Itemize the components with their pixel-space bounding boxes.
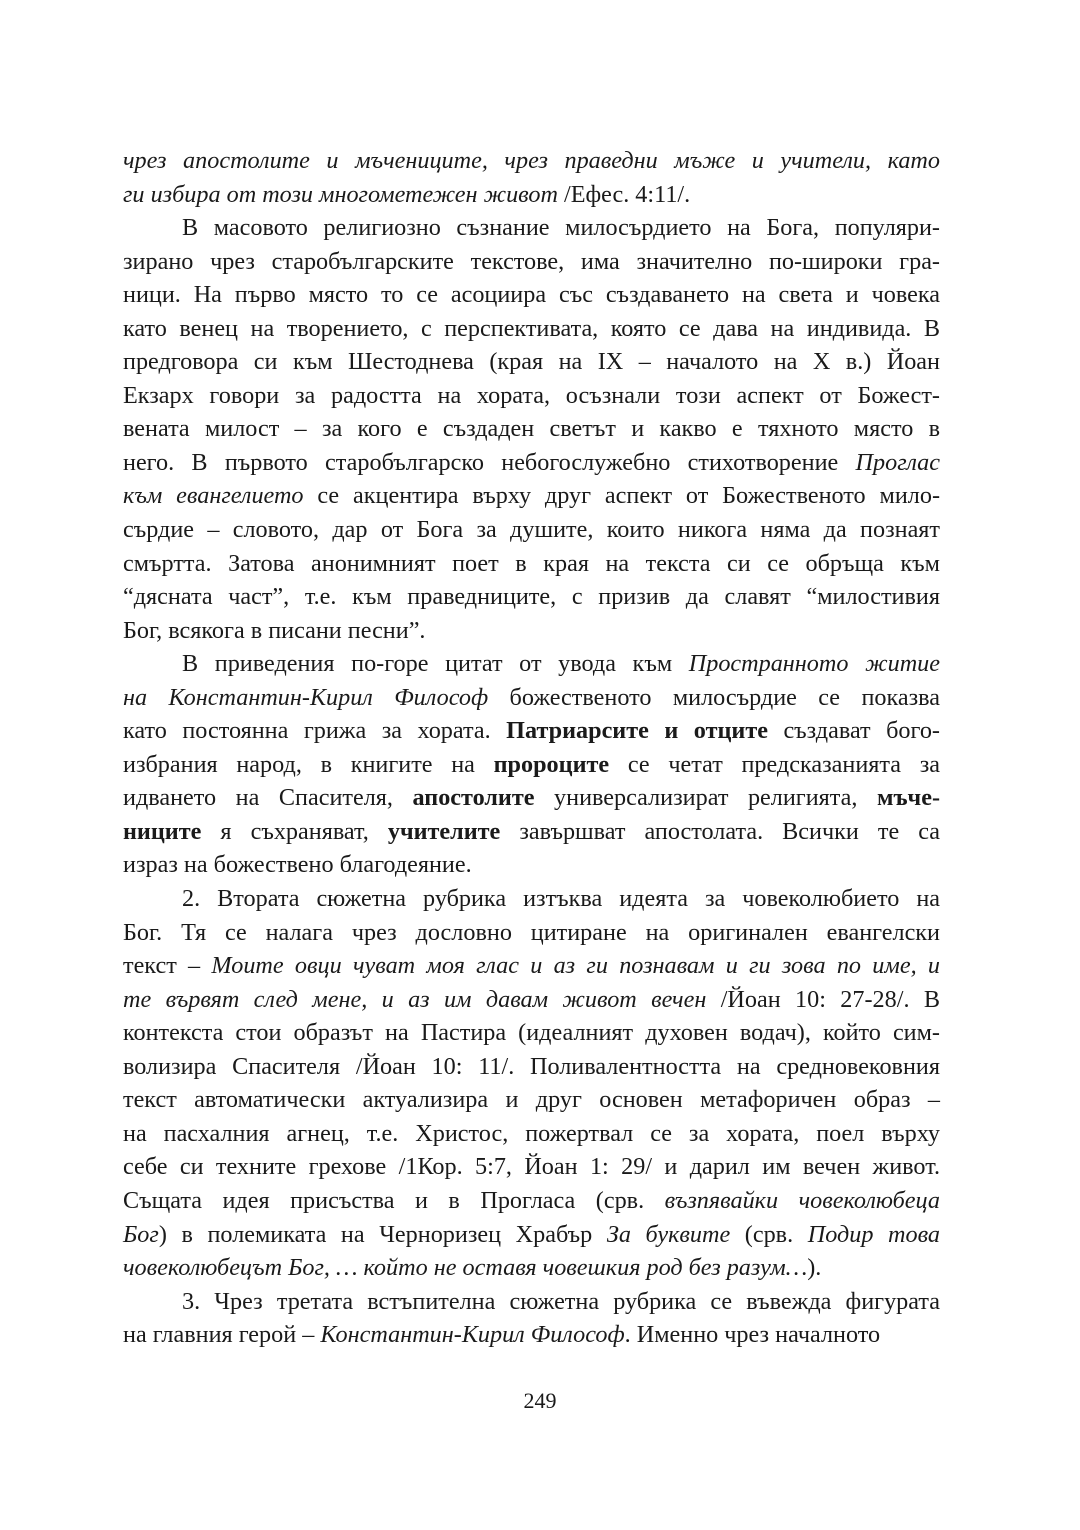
- text-line: [123, 916, 940, 950]
- text-line: [123, 1083, 940, 1117]
- text-line: [123, 312, 940, 346]
- text-run: него. В първото старобългарско небогослужебно стихотворение: [123, 448, 856, 476]
- text-run: избрания народ, в книгите на: [123, 750, 494, 778]
- text-run: на главния герой –: [123, 1321, 321, 1349]
- text-line: [123, 1016, 940, 1050]
- bold-text: пророците: [493, 750, 610, 778]
- italic-text: към евангелието: [123, 482, 304, 510]
- text-line: [123, 245, 940, 279]
- text-run: я съхраняват,: [201, 817, 388, 845]
- text-run: Бог, всякога в писани песни”.: [123, 616, 426, 644]
- text-run: смъртта. Затова анонимният поет в края на текста си се обръща към: [123, 549, 940, 577]
- text-line: [123, 412, 940, 446]
- italic-text: Бог: [123, 1220, 159, 1248]
- text-run: създават бого-: [767, 717, 940, 745]
- text-run: идването на Спасителя,: [123, 784, 413, 812]
- text-run: Същата идея присъства и в Прогласа (срв.: [123, 1186, 665, 1214]
- text-line: [123, 681, 940, 715]
- text-line: [123, 1117, 940, 1151]
- text-run: себе си техните грехове /1Кор. 5:7, Йоан 1: 29/ и дарил им вечен живот.: [123, 1153, 940, 1181]
- italic-text: ги избира от този многометежен живот: [123, 180, 558, 208]
- italic-text: чрез апостолите и мъчениците, чрез праведни мъже и учители, като: [123, 147, 940, 174]
- text-run: /Йоан 10: 27-28/. В: [706, 985, 941, 1013]
- text-line: [123, 1184, 940, 1218]
- italic-text: те вървят след мене, и аз им давам живот вечен: [123, 985, 707, 1013]
- text-run: израз на божествено благодеяние.: [123, 851, 472, 879]
- text-line: [123, 1150, 940, 1184]
- text-run: зирано чрез старобългарските текстове, има значително по-широки гра-: [123, 247, 940, 275]
- text-line: [123, 748, 940, 782]
- text-line: [123, 479, 940, 513]
- bold-text: учителите: [387, 817, 501, 845]
- bold-text: ниците: [123, 817, 202, 845]
- text-line: [123, 1285, 940, 1319]
- italic-text: За буквите: [606, 1220, 731, 1248]
- text-line: [123, 815, 940, 849]
- italic-text: човеколюбецът Бог, … който не оставя човешкия род без разум…: [123, 1254, 808, 1282]
- text-line: [123, 144, 940, 178]
- text-line: [123, 379, 940, 413]
- text-run: . Именно чрез началното: [624, 1321, 881, 1349]
- italic-text: Проглас: [855, 448, 940, 476]
- text-run: вената милост – за кого е създаден светът и какво е тяхното място в: [123, 415, 940, 443]
- text-line: [123, 345, 940, 379]
- text-run: волизира Спасителя /Йоан 10: 11/. Поливалентността на средновековния: [123, 1052, 940, 1080]
- body-text: [123, 144, 940, 1352]
- text-line: [123, 882, 940, 916]
- text-run: В приведения по-горе цитат от увода към: [182, 650, 689, 678]
- text-run: сърдие – словото, дар от Бога за душите, които никога няма да познаят: [123, 516, 940, 544]
- bold-text: мъче-: [876, 784, 940, 812]
- bold-text: апостолите: [412, 784, 535, 812]
- text-run: ) в полемиката на Черноризец Храбър: [158, 1220, 607, 1248]
- text-run: контекста стои образът на Пастира (идеалният духовен водач), който сим-: [123, 1019, 940, 1047]
- text-line: [123, 178, 940, 212]
- text-line: [123, 580, 940, 614]
- text-run: на пасхалния агнец, т.е. Христос, пожертвал се за хората, поел върху: [123, 1119, 940, 1147]
- italic-text: Пространното житие: [688, 650, 940, 678]
- text-line: [123, 1218, 940, 1252]
- text-line: [123, 781, 940, 815]
- text-run: Бог. Тя се налага чрез дословно цитиране на оригинален евангелски: [123, 918, 940, 946]
- text-run: универсализират религията,: [534, 784, 877, 812]
- text-line: [123, 278, 940, 312]
- text-run: завършват апостолата. Всички те са: [500, 817, 940, 845]
- text-line: [123, 211, 940, 245]
- italic-text: на Константин-Кирил Философ: [123, 683, 489, 711]
- text-line: [123, 513, 940, 547]
- text-run: В масовото религиозно съзнание милосърдието на Бога, популяри-: [182, 214, 940, 242]
- page-number: 249: [523, 1388, 557, 1413]
- text-line: [123, 1318, 940, 1352]
- text-run: 2. Втората сюжетна рубрика изтъква идеята за човеколюбието на: [182, 885, 940, 913]
- italic-text: Подир това: [807, 1220, 940, 1248]
- text-run: ).: [807, 1254, 822, 1282]
- text-run: /Ефес. 4:11/.: [557, 180, 691, 208]
- text-run: ници. На първо място то се асоциира със създаването на света и човека: [123, 281, 940, 309]
- text-run: 3. Чрез третата встъпителна сюжетна рубрика се въвежда фигурата: [182, 1287, 940, 1315]
- text-line: [123, 547, 940, 581]
- text-line: [123, 1251, 940, 1285]
- text-line: [123, 983, 940, 1017]
- text-run: Екзарх говори за радостта на хората, осъзнали този аспект от Божест-: [123, 381, 940, 409]
- italic-text: възпявайки човеколюбеца: [664, 1186, 940, 1214]
- text-line: [123, 949, 940, 983]
- text-run: като постоянна грижа за хората.: [123, 717, 507, 745]
- text-line: [123, 1050, 940, 1084]
- text-run: се акцентира върху друг аспект от Божественото мило-: [303, 482, 940, 510]
- text-run: като венец на творението, с перспективата, която се дава на индивида. В: [123, 314, 940, 342]
- text-run: текст автоматически актуализира и друг основен метафоричен образ –: [123, 1086, 940, 1114]
- text-run: текст –: [123, 952, 212, 980]
- italic-text: Константин-Кирил Философ: [320, 1321, 625, 1349]
- text-line: [123, 446, 940, 480]
- text-run: се четат предсказанията за: [609, 750, 940, 778]
- text-line: [123, 647, 940, 681]
- text-run: (срв.: [730, 1220, 808, 1248]
- text-run: божественото милосърдие се показва: [488, 683, 940, 711]
- text-line: [123, 614, 940, 648]
- bold-text: Патриарсите и отците: [506, 717, 768, 745]
- text-line: [123, 848, 940, 882]
- italic-text: Моите овци чуват моя глас и аз ги познавам и ги зова по име, и: [211, 952, 940, 980]
- text-run: “дясната част”, т.е. към праведниците, с призив да славят “милостивия: [123, 583, 940, 611]
- text-line: [123, 714, 940, 748]
- text-run: предговора си към Шестоднева (края на IX – началото на X в.) Йоан: [123, 348, 940, 376]
